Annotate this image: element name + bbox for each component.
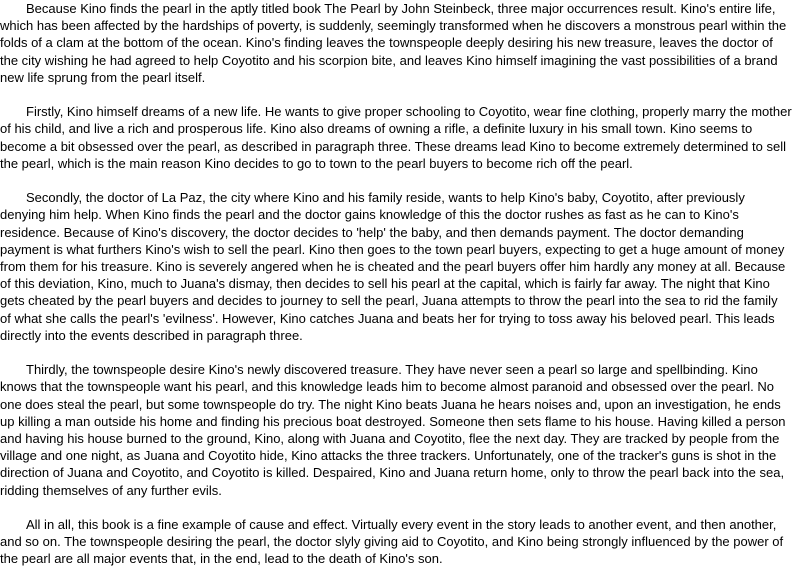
paragraph-first-body: Firstly, Kino himself dreams of a new life. He wants to give proper schooling to Coyotito, wear fine clothing, properly marry the mother of his child, and live a rich and prosperous life. Kino also dreams of owning a rifle, a definite luxury in his small town. Kino seems to become a bit obsessed over the pearl, as described in paragraph three. These dreams lead Kino to become extremely determined to sell the pearl, which is the main reason Kino decides to go to town to the pearl buyers to become rich off the pearl. [0, 104, 792, 171]
paragraph-second-body: Secondly, the doctor of La Paz, the city where Kino and his family reside, wants to help Kino's baby, Coyotito, after previously denying him help. When Kino finds the pearl and the doctor gains knowledge of this the doctor rushes as fast as he can to Kino's residence. Because of Kino's discovery, the doctor decides to 'help' the baby, and then demands payment. The doctor demanding payment is what furthers Kino's wish to sell the pearl. Kino then goes to the town pearl buyers, expecting to get a huge amount of money from them for his treasure. Kino is severely angered when he is cheated and the pearl buyers offer him hardly any money at all. Because of this deviation, Kino, much to Juana's dismay, then decides to sell his pearl at the capital, which is fairly far away. The night that Kino gets cheated by the pearl buyers and decides to journey to sell the pearl, Juana attempts to throw the pearl into the sea to rid the family of what she calls the pearl's 'evilness'. However, Kino catches Juana and beats her for trying to toss away his beloved pearl. This leads directly into the events described in paragraph three. [0, 190, 786, 343]
paragraph-third-body: Thirdly, the townspeople desire Kino's newly discovered treasure. They have never seen a pearl so large and spellbinding. Kino knows that the townspeople want his pearl, and this knowledge leads him to become almost paranoid and obsessed over the pearl. No one does steal the pearl, but some townspeople do try. The night Kino beats Juana he hears noises and, upon an investigation, he ends up killing a man outside his home and finding his precious boat destroyed. Someone then sets flame to his house. Having killed a person and having his house burned to the ground, Kino, along with Juana and Coyotito, flee the next day. They are tracked by people from the village and one night, as Juana and Coyotito hide, Kino attacks the three trackers. Unfortunately, one of the tracker's guns is shot in the direction of Juana and Coyotito, and Coyotito is killed. Despaired, Kino and Juana return home, only to throw the pearl back into the sea, ridding themselves of any further evils. [0, 362, 786, 498]
paragraph-introduction: Because Kino finds the pearl in the aptly titled book The Pearl by John Steinbeck, three major occurrences result. Kino's entire life, which has been affected by the hardships of poverty, is suddenly, seemingly transformed when he discovers a monstrous pearl within the folds of a clam at the bottom of the ocean. Kino's finding leaves the townspeople deeply desiring his new treasure, leaves the doctor of the city wishing he had agreed to help Coyotito and his scorpion bite, and leaves Kino himself imagining the vast possibilities of a brand new life sprung from the pearl itself. [0, 1, 787, 85]
paragraph-conclusion: All in all, this book is a fine example of cause and effect. Virtually every event in the story leads to another event, and then another, and so on. The townspeople desiring the pearl, the doctor slyly giving aid to Coyotito, and Kino being strongly influenced by the power of the pearl are all major events that, in the end, lead to the death of Kino's son. [0, 517, 784, 567]
